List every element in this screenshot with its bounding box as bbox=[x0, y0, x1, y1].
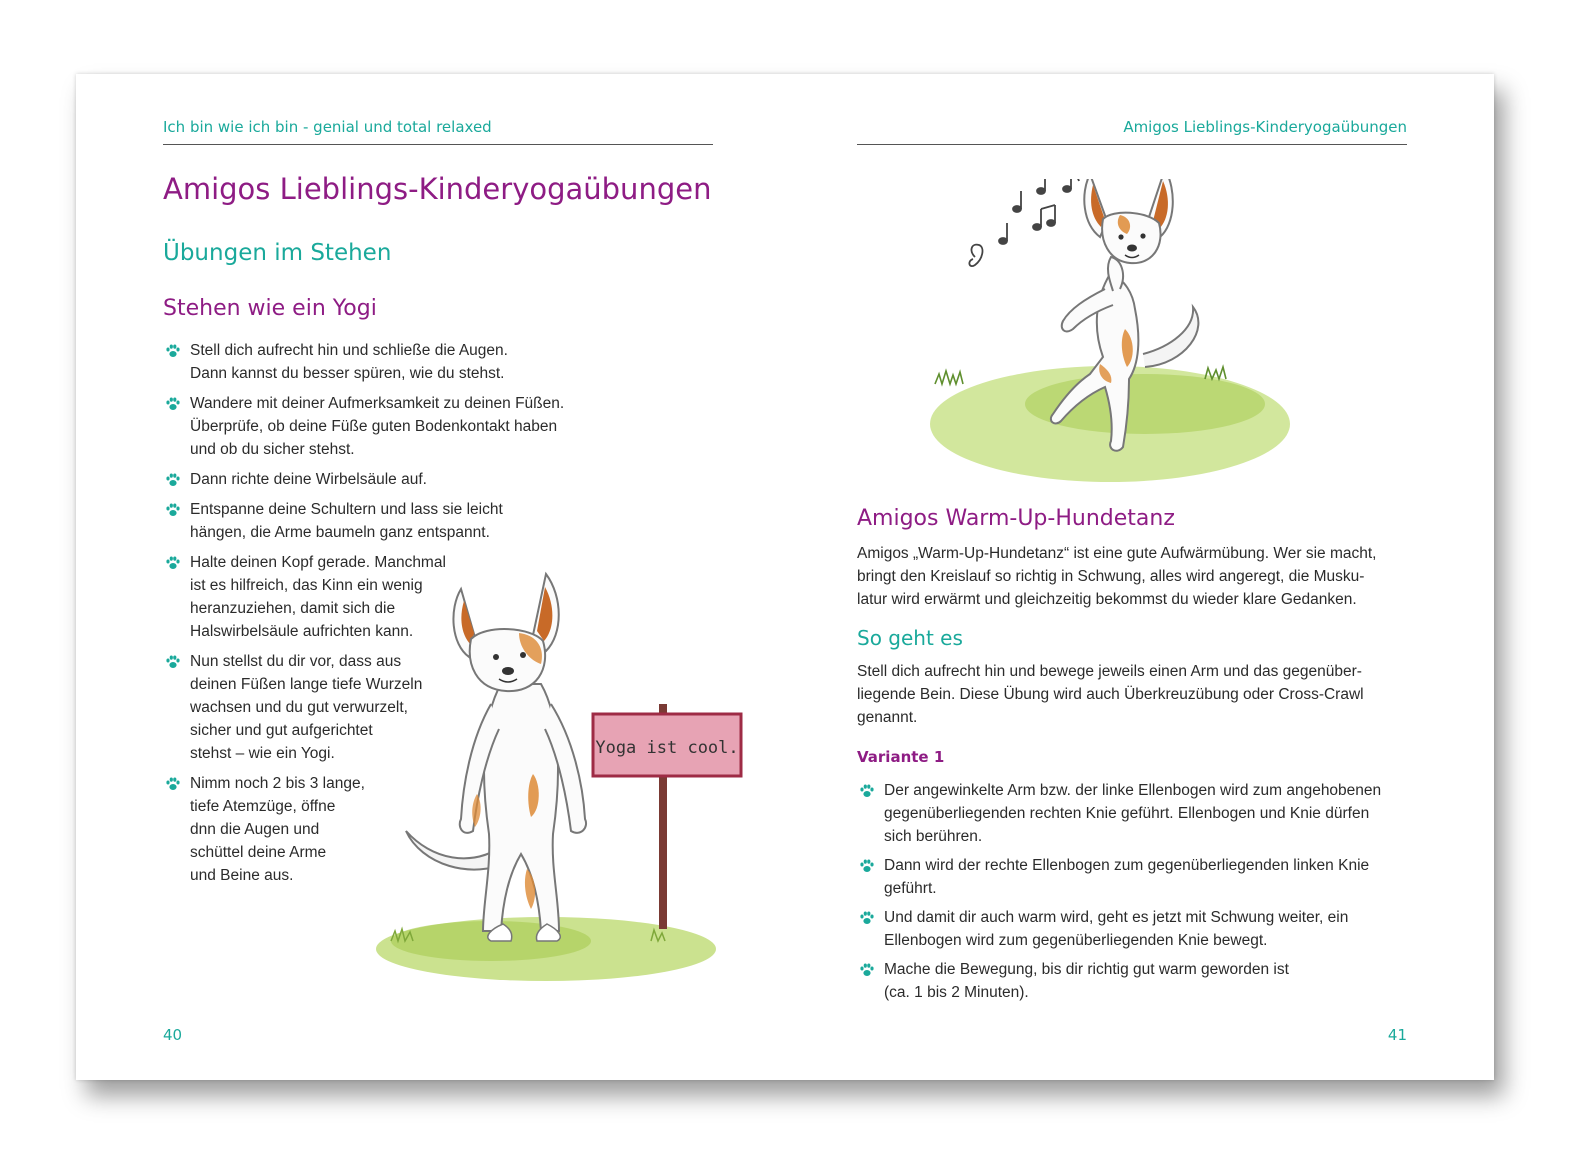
list-item-line: Überprüfe, ob deine Füße guten Bodenkontakt haben bbox=[190, 418, 558, 435]
subsection-title: Stehen wie ein Yogi bbox=[163, 296, 377, 321]
list-item-line: Dann richte deine Wirbelsäule auf. bbox=[190, 471, 427, 488]
list-item-line: Nun stellst du dir vor, dass aus bbox=[190, 653, 402, 670]
page-number: 41 bbox=[1387, 1026, 1407, 1044]
list-item bbox=[163, 392, 603, 461]
list-item bbox=[857, 854, 1417, 900]
list-item bbox=[857, 779, 1417, 848]
list-item bbox=[163, 498, 603, 544]
list-item-line: wachsen und du gut verwurzelt, bbox=[190, 699, 408, 716]
text-line: bringt den Kreislauf so richtig in Schwung, alles wird angeregt, die Musku- bbox=[857, 568, 1365, 585]
list-item-line: Dann kannst du besser spüren, wie du stehst. bbox=[190, 365, 505, 382]
list-item bbox=[857, 906, 1417, 952]
list-item-line: Entspanne deine Schultern und lass sie leicht bbox=[190, 501, 503, 518]
list-item-line: sicher und gut aufgerichtet bbox=[190, 722, 373, 739]
howto-title: So geht es bbox=[857, 626, 963, 650]
list-item-line: Mache die Bewegung, bis dir richtig gut warm geworden ist bbox=[884, 961, 1289, 978]
paw-print-icon bbox=[165, 502, 181, 518]
list-item bbox=[857, 958, 1417, 1004]
dancing-dog-illustration bbox=[915, 179, 1315, 499]
list-item-line: Ellenbogen wird zum gegenüberliegenden Knie bewegt. bbox=[884, 932, 1268, 949]
book-spread bbox=[76, 74, 1494, 1080]
list-item-line: Und damit dir auch warm wird, geht es jetzt mit Schwung weiter, ein bbox=[884, 909, 1349, 926]
paw-print-icon bbox=[859, 783, 875, 799]
running-head: Amigos Lieblings-Kinderyogaübungen bbox=[1123, 118, 1407, 136]
list-item-line: schüttel deine Arme bbox=[190, 844, 327, 861]
list-item-line: gegenüberliegenden rechten Knie geführt. Ellenbogen und Knie dürfen bbox=[884, 805, 1370, 822]
intro-paragraph bbox=[857, 542, 1407, 611]
list-item-line: Halswirbelsäule aufrichten kann. bbox=[190, 623, 414, 640]
page-number: 40 bbox=[163, 1026, 183, 1044]
paw-print-icon bbox=[165, 776, 181, 792]
standing-dog-illustration bbox=[351, 569, 751, 994]
list-item-line: Dann wird der rechte Ellenbogen zum gegenüberliegenden linken Knie bbox=[884, 857, 1370, 874]
paw-print-icon bbox=[165, 396, 181, 412]
text-line: latur wird erwärmt und gleichzeitig bekommst du wieder klare Gedanken. bbox=[857, 591, 1357, 608]
list-item-line: Der angewinkelte Arm bzw. der linke Ellenbogen wird zum angehobenen bbox=[884, 782, 1382, 799]
variant-title: Variante 1 bbox=[857, 748, 945, 766]
section-title: Übungen im Stehen bbox=[163, 240, 392, 266]
list-item-line: und ob du sicher stehst. bbox=[190, 441, 355, 458]
sign-text: Yoga ist cool. bbox=[595, 738, 739, 758]
paw-print-icon bbox=[165, 343, 181, 359]
list-item-line: geführt. bbox=[884, 880, 937, 897]
list-item-line: stehst – wie ein Yogi. bbox=[190, 745, 335, 762]
left-page bbox=[76, 74, 785, 1080]
list-item-line: und Beine aus. bbox=[190, 867, 294, 884]
header-rule bbox=[857, 144, 1407, 145]
chapter-title: Amigos Lieblings-Kinderyogaübungen bbox=[163, 172, 712, 206]
list-item-line: Stell dich aufrecht hin und schließe die Augen. bbox=[190, 342, 508, 359]
list-item-line: Wandere mit deiner Aufmerksamkeit zu deinen Füßen. bbox=[190, 395, 565, 412]
list-item-line: deinen Füßen lange tiefe Wurzeln bbox=[190, 676, 423, 693]
list-item bbox=[163, 468, 603, 491]
right-page bbox=[785, 74, 1494, 1080]
list-item-line: Halte deinen Kopf gerade. Manchmal bbox=[190, 554, 446, 571]
howto-paragraph bbox=[857, 660, 1407, 729]
text-line: liegende Bein. Diese Übung wird auch Überkreuzübung oder Cross-Crawl bbox=[857, 686, 1364, 703]
text-line: Amigos „Warm-Up-Hundetanz“ ist eine gute Aufwärmübung. Wer sie macht, bbox=[857, 545, 1377, 562]
paw-print-icon bbox=[165, 555, 181, 571]
list-item-line: sich berühren. bbox=[884, 828, 983, 845]
list-item-line: hängen, die Arme baumeln ganz entspannt. bbox=[190, 524, 490, 541]
subsection-title: Amigos Warm-Up-Hundetanz bbox=[857, 506, 1175, 531]
paw-print-icon bbox=[165, 472, 181, 488]
paw-print-icon bbox=[859, 910, 875, 926]
list-item-line: heranzuziehen, damit sich die bbox=[190, 600, 396, 617]
running-head: Ich bin wie ich bin - genial und total relaxed bbox=[163, 118, 492, 136]
paw-print-icon bbox=[859, 858, 875, 874]
list-item-line: Nimm noch 2 bis 3 lange, bbox=[190, 775, 365, 792]
list-item-line: tiefe Atemzüge, öffne bbox=[190, 798, 336, 815]
list-item-line: (ca. 1 bis 2 Minuten). bbox=[884, 984, 1029, 1001]
list-item-line: ist es hilfreich, das Kinn ein wenig bbox=[190, 577, 423, 594]
text-line: Stell dich aufrecht hin und bewege jeweils einen Arm und das gegenüber- bbox=[857, 663, 1362, 680]
paw-print-icon bbox=[165, 654, 181, 670]
list-item bbox=[163, 339, 603, 385]
header-rule bbox=[163, 144, 713, 145]
text-line: genannt. bbox=[857, 709, 918, 726]
list-item-line: dnn die Augen und bbox=[190, 821, 320, 838]
paw-print-icon bbox=[859, 962, 875, 978]
variant-steps-list bbox=[857, 779, 1417, 1004]
